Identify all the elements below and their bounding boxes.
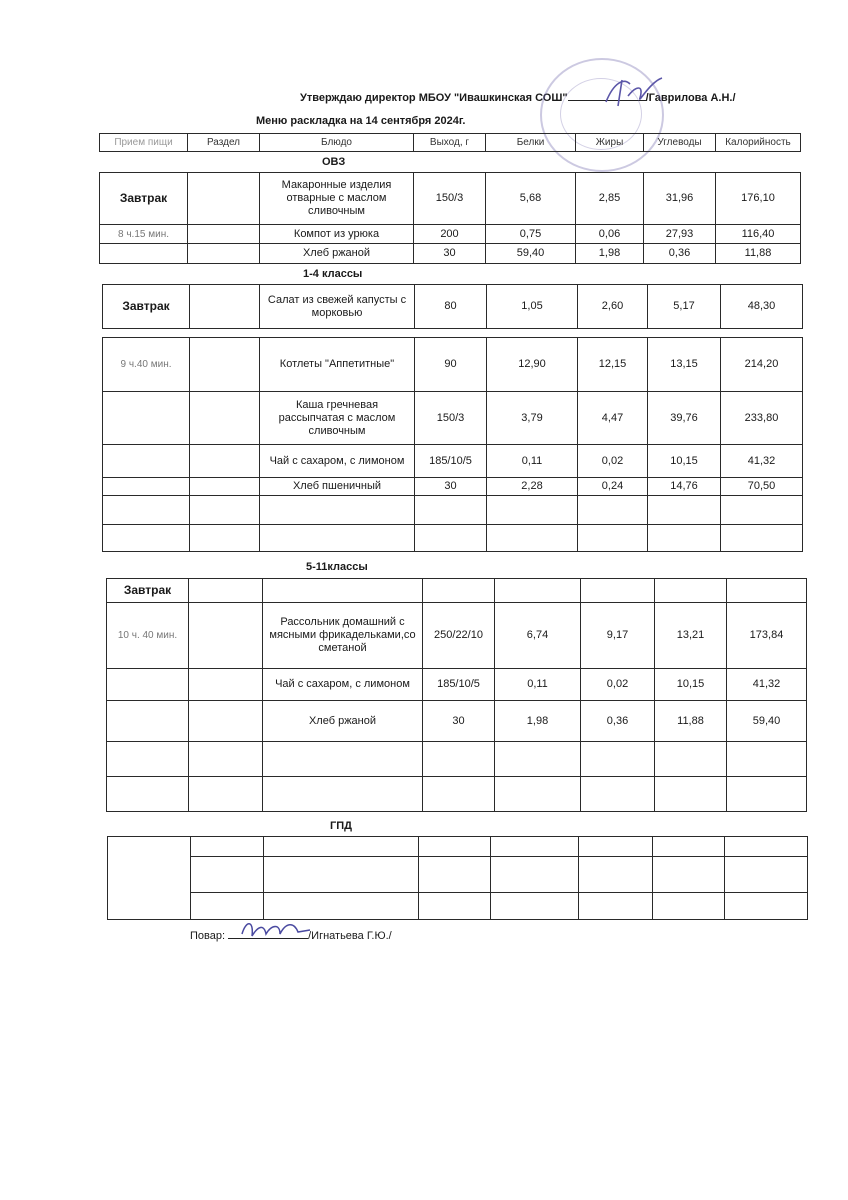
dish-cell: Салат из свежей капусты с морковью — [260, 285, 415, 329]
approval-line — [300, 90, 736, 104]
yield-cell: 150/3 — [415, 392, 487, 445]
kcal-cell: 173,84 — [727, 603, 807, 669]
carbs-cell: 0,36 — [644, 244, 716, 264]
fat-cell: 0,02 — [578, 445, 648, 478]
meal-label: Завтрак — [107, 579, 189, 603]
section-cell — [190, 338, 260, 392]
table-gpd — [107, 836, 808, 920]
table-row — [103, 392, 803, 445]
table-grades-1-4 — [102, 284, 803, 329]
protein-cell: 6,74 — [495, 603, 581, 669]
fat-cell: 4,47 — [578, 392, 648, 445]
table-grades-5-11 — [106, 578, 807, 812]
carbs-cell: 10,15 — [655, 669, 727, 701]
cook-name: /Игнатьева Г.Ю./ — [308, 930, 392, 942]
fat-cell: 12,15 — [578, 338, 648, 392]
table-row-empty — [107, 742, 807, 777]
meal-cell — [107, 669, 189, 701]
meal-cell — [103, 478, 190, 496]
kcal-cell: 233,80 — [721, 392, 803, 445]
dish-cell: Котлеты "Аппетитные" — [260, 338, 415, 392]
protein-cell: 0,75 — [486, 225, 576, 244]
protein-cell: 0,11 — [495, 669, 581, 701]
yield-cell: 185/10/5 — [415, 445, 487, 478]
section-cell — [188, 244, 260, 264]
dish-cell: Хлеб ржаной — [263, 701, 423, 742]
meal-cell — [103, 445, 190, 478]
meal-cell — [103, 392, 190, 445]
section-cell — [189, 603, 263, 669]
table-grades-1-4-continued — [102, 337, 803, 552]
table-row — [103, 445, 803, 478]
protein-cell: 2,28 — [487, 478, 578, 496]
section-cell — [190, 478, 260, 496]
table-row — [100, 225, 801, 244]
carbs-cell: 11,88 — [655, 701, 727, 742]
col-protein: Белки — [486, 134, 576, 152]
carbs-cell: 39,76 — [648, 392, 721, 445]
yield-cell: 90 — [415, 338, 487, 392]
yield-cell: 30 — [423, 701, 495, 742]
kcal-cell: 41,32 — [727, 669, 807, 701]
fat-cell: 0,24 — [578, 478, 648, 496]
fat-cell: 0,02 — [581, 669, 655, 701]
section-cell — [190, 392, 260, 445]
kcal-cell: 59,40 — [727, 701, 807, 742]
table-row — [107, 669, 807, 701]
protein-cell: 3,79 — [487, 392, 578, 445]
col-kcal: Калорийность — [716, 134, 801, 152]
carbs-cell: 10,15 — [648, 445, 721, 478]
table-row-empty — [103, 525, 803, 552]
carbs-cell: 13,21 — [655, 603, 727, 669]
dish-cell: Хлеб пшеничный — [260, 478, 415, 496]
cook-label: Повар: — [190, 930, 226, 942]
meal-label: Завтрак — [103, 285, 190, 329]
section-cell — [189, 669, 263, 701]
yield-cell: 30 — [415, 478, 487, 496]
table-row — [107, 579, 807, 603]
meal-cell — [100, 244, 188, 264]
yield-cell: 185/10/5 — [423, 669, 495, 701]
table-row-empty — [108, 837, 808, 857]
section-cell — [190, 285, 260, 329]
table-row-empty — [108, 857, 808, 893]
dish-cell: Каша гречневая рассыпчатая с маслом сливочным — [260, 392, 415, 445]
fat-cell: 9,17 — [581, 603, 655, 669]
yield-cell: 80 — [415, 285, 487, 329]
cook-signature — [236, 914, 316, 944]
kcal-cell: 48,30 — [721, 285, 803, 329]
col-fat: Жиры — [576, 134, 644, 152]
col-dish: Блюдо — [260, 134, 414, 152]
fat-cell: 1,98 — [576, 244, 644, 264]
dish-cell: Макаронные изделия отварные с маслом сливочным — [260, 173, 414, 225]
section-title-grades-5-11: 5-11классы — [306, 561, 368, 573]
carbs-cell: 31,96 — [644, 173, 716, 225]
meal-time: 10 ч. 40 мин. — [107, 603, 189, 669]
fat-cell: 2,85 — [576, 173, 644, 225]
meal-cell — [107, 701, 189, 742]
protein-cell: 12,90 — [487, 338, 578, 392]
approval-name: /Гаврилова А.Н./ — [645, 92, 736, 104]
menu-subtitle: Меню раскладка на 14 сентября 2024г. — [256, 115, 466, 127]
kcal-cell: 11,88 — [716, 244, 801, 264]
col-section: Раздел — [188, 134, 260, 152]
meal-label: Завтрак — [100, 173, 188, 225]
section-cell — [189, 701, 263, 742]
carbs-cell: 14,76 — [648, 478, 721, 496]
fat-cell: 2,60 — [578, 285, 648, 329]
table-row — [100, 244, 801, 264]
section-title-gpd: ГПД — [330, 820, 352, 832]
table-row — [107, 701, 807, 742]
yield-cell: 250/22/10 — [423, 603, 495, 669]
section-cell — [188, 173, 260, 225]
protein-cell: 59,40 — [486, 244, 576, 264]
column-header-table — [99, 133, 801, 152]
carbs-cell: 13,15 — [648, 338, 721, 392]
kcal-cell: 214,20 — [721, 338, 803, 392]
kcal-cell: 41,32 — [721, 445, 803, 478]
table-row — [103, 478, 803, 496]
dish-cell: Компот из урюка — [260, 225, 414, 244]
protein-cell: 0,11 — [487, 445, 578, 478]
section-title-ovz: ОВЗ — [322, 156, 346, 168]
kcal-cell: 116,40 — [716, 225, 801, 244]
protein-cell: 1,98 — [495, 701, 581, 742]
table-row-empty — [103, 496, 803, 525]
yield-cell: 30 — [414, 244, 486, 264]
dish-cell: Чай с сахаром, с лимоном — [260, 445, 415, 478]
yield-cell: 150/3 — [414, 173, 486, 225]
director-signature — [600, 72, 670, 112]
carbs-cell: 27,93 — [644, 225, 716, 244]
dish-cell: Чай с сахаром, с лимоном — [263, 669, 423, 701]
table-row — [103, 285, 803, 329]
col-yield: Выход, г — [414, 134, 486, 152]
table-ovz — [99, 172, 801, 264]
table-row — [103, 338, 803, 392]
table-row — [100, 173, 801, 225]
table-row-empty — [107, 777, 807, 812]
meal-time: 8 ч.15 мин. — [100, 225, 188, 244]
meal-time: 9 ч.40 мин. — [103, 338, 190, 392]
col-meal: Прием пищи — [100, 134, 188, 152]
protein-cell: 1,05 — [487, 285, 578, 329]
dish-cell: Хлеб ржаной — [260, 244, 414, 264]
approval-text: Утверждаю директор МБОУ "Ивашкинская СОШ" — [300, 92, 568, 104]
col-carbs: Углеводы — [644, 134, 716, 152]
section-cell — [190, 445, 260, 478]
fat-cell: 0,06 — [576, 225, 644, 244]
carbs-cell: 5,17 — [648, 285, 721, 329]
dish-cell: Рассольник домашний с мясными фрикадельками,со сметаной — [263, 603, 423, 669]
kcal-cell: 70,50 — [721, 478, 803, 496]
kcal-cell: 176,10 — [716, 173, 801, 225]
section-title-grades-1-4: 1-4 классы — [303, 268, 363, 280]
table-row-empty — [108, 893, 808, 920]
yield-cell: 200 — [414, 225, 486, 244]
protein-cell: 5,68 — [486, 173, 576, 225]
section-cell — [188, 225, 260, 244]
fat-cell: 0,36 — [581, 701, 655, 742]
table-row — [107, 603, 807, 669]
